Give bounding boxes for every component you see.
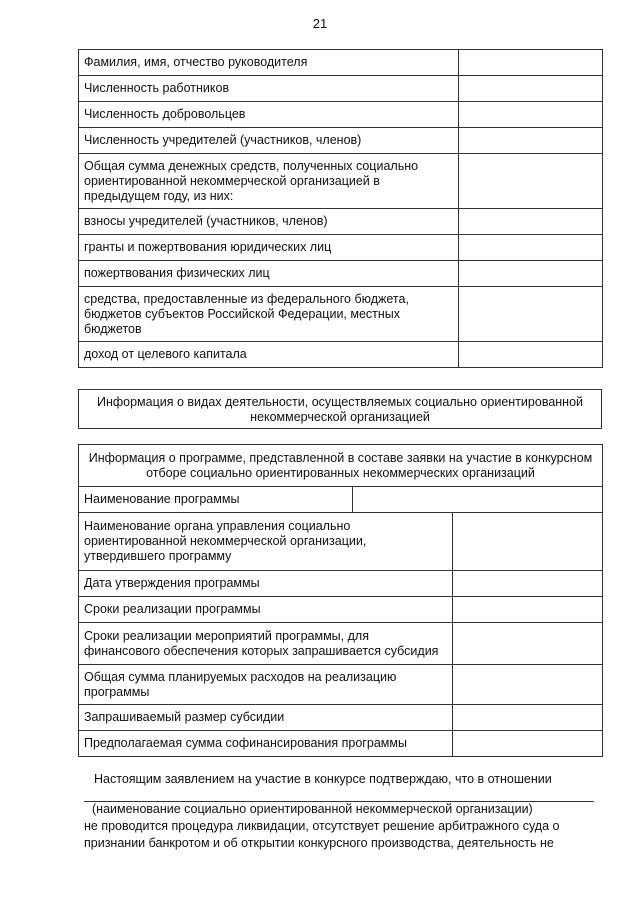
field-value-budget-funds[interactable]	[459, 287, 603, 342]
field-value-head-name[interactable]	[459, 50, 603, 76]
field-value-individual-donations[interactable]	[459, 261, 603, 287]
statement-line-1: не проводится процедура ликвидации, отсутствует решение арбитражного суда о	[84, 819, 560, 833]
field-value-founder-fees[interactable]	[459, 209, 603, 235]
table-row	[79, 287, 603, 342]
page-number: 21	[312, 16, 328, 31]
field-label-volunteers: Численность добровольцев	[79, 102, 459, 128]
field-label-head-name: Фамилия, имя, отчество руководителя	[79, 50, 459, 76]
field-value-activities-period[interactable]	[453, 623, 603, 665]
field-label-activities-period: Сроки реализации мероприятий программы, для финансового обеспечения которых запрашивается субсидия	[79, 623, 453, 665]
field-value-approval-date[interactable]	[453, 571, 603, 597]
field-value-program-name[interactable]	[353, 487, 603, 513]
table-row	[79, 597, 603, 623]
table-row	[79, 665, 603, 705]
field-value-total-funds[interactable]	[459, 154, 603, 209]
field-value-employees[interactable]	[459, 76, 603, 102]
field-label-cofinancing: Предполагаемая сумма софинансирования программы	[79, 731, 453, 757]
table-row	[79, 571, 603, 597]
field-label-program-period: Сроки реализации программы	[79, 597, 453, 623]
field-label-individual-donations: пожертвования физических лиц	[79, 261, 459, 287]
table-row	[79, 76, 603, 102]
statement-line-2: признании банкротом и об открытии конкурсного производства, деятельность не	[84, 836, 554, 850]
organization-name-caption: (наименование социально ориентированной некоммерческой организации)	[92, 802, 533, 816]
program-section-title: Информация о программе, представленной в составе заявки на участие в конкурсном отборе социально ориентированных некоммерческих организаций	[79, 445, 603, 487]
table-header-row	[79, 445, 603, 487]
field-value-program-period[interactable]	[453, 597, 603, 623]
field-value-legal-grants[interactable]	[459, 235, 603, 261]
field-value-cofinancing[interactable]	[453, 731, 603, 757]
table-row	[79, 261, 603, 287]
table-row	[79, 209, 603, 235]
table-row	[79, 705, 603, 731]
table-row	[79, 487, 603, 513]
table-row	[79, 50, 603, 76]
field-value-endowment-income[interactable]	[459, 342, 603, 368]
program-info-table	[78, 444, 603, 757]
table-row	[79, 102, 603, 128]
field-value-founders[interactable]	[459, 128, 603, 154]
activities-section-title: Информация о видах деятельности, осуществляемых социально ориентированной некоммерческой организацией	[96, 395, 584, 424]
table-row	[79, 154, 603, 209]
table-row	[79, 623, 603, 665]
field-label-total-funds: Общая сумма денежных средств, полученных социально ориентированной некоммерческой организацией в предыдущем году, из них:	[79, 154, 459, 209]
field-label-employees: Численность работников	[79, 76, 459, 102]
table-row	[79, 731, 603, 757]
field-value-planned-expenses[interactable]	[453, 665, 603, 705]
table-row	[79, 128, 603, 154]
field-label-requested-subsidy: Запрашиваемый размер субсидии	[79, 705, 453, 731]
field-value-requested-subsidy[interactable]	[453, 705, 603, 731]
field-label-legal-grants: гранты и пожертвования юридических лиц	[79, 235, 459, 261]
statement-body	[84, 818, 584, 852]
field-label-planned-expenses: Общая сумма планируемых расходов на реализацию программы	[79, 665, 453, 705]
organization-info-table	[78, 49, 603, 368]
field-label-program-name: Наименование программы	[79, 487, 353, 513]
field-label-endowment-income: доход от целевого капитала	[79, 342, 459, 368]
table-row	[79, 513, 603, 571]
field-label-budget-funds: средства, предоставленные из федерального бюджета, бюджетов субъектов Российской Федерации, местных бюджетов	[79, 287, 459, 342]
table-row	[79, 235, 603, 261]
field-value-volunteers[interactable]	[459, 102, 603, 128]
table-row	[79, 342, 603, 368]
field-value-approving-body[interactable]	[453, 513, 603, 571]
statement-intro: Настоящим заявлением на участие в конкурсе подтверждаю, что в отношении	[94, 772, 552, 786]
field-label-founder-fees: взносы учредителей (участников, членов)	[79, 209, 459, 235]
field-label-founders: Численность учредителей (участников, членов)	[79, 128, 459, 154]
activities-section-header	[78, 389, 602, 429]
field-label-approval-date: Дата утверждения программы	[79, 571, 453, 597]
field-label-approving-body: Наименование органа управления социально ориентированной некоммерческой организации, утвердившего программу	[79, 513, 453, 571]
